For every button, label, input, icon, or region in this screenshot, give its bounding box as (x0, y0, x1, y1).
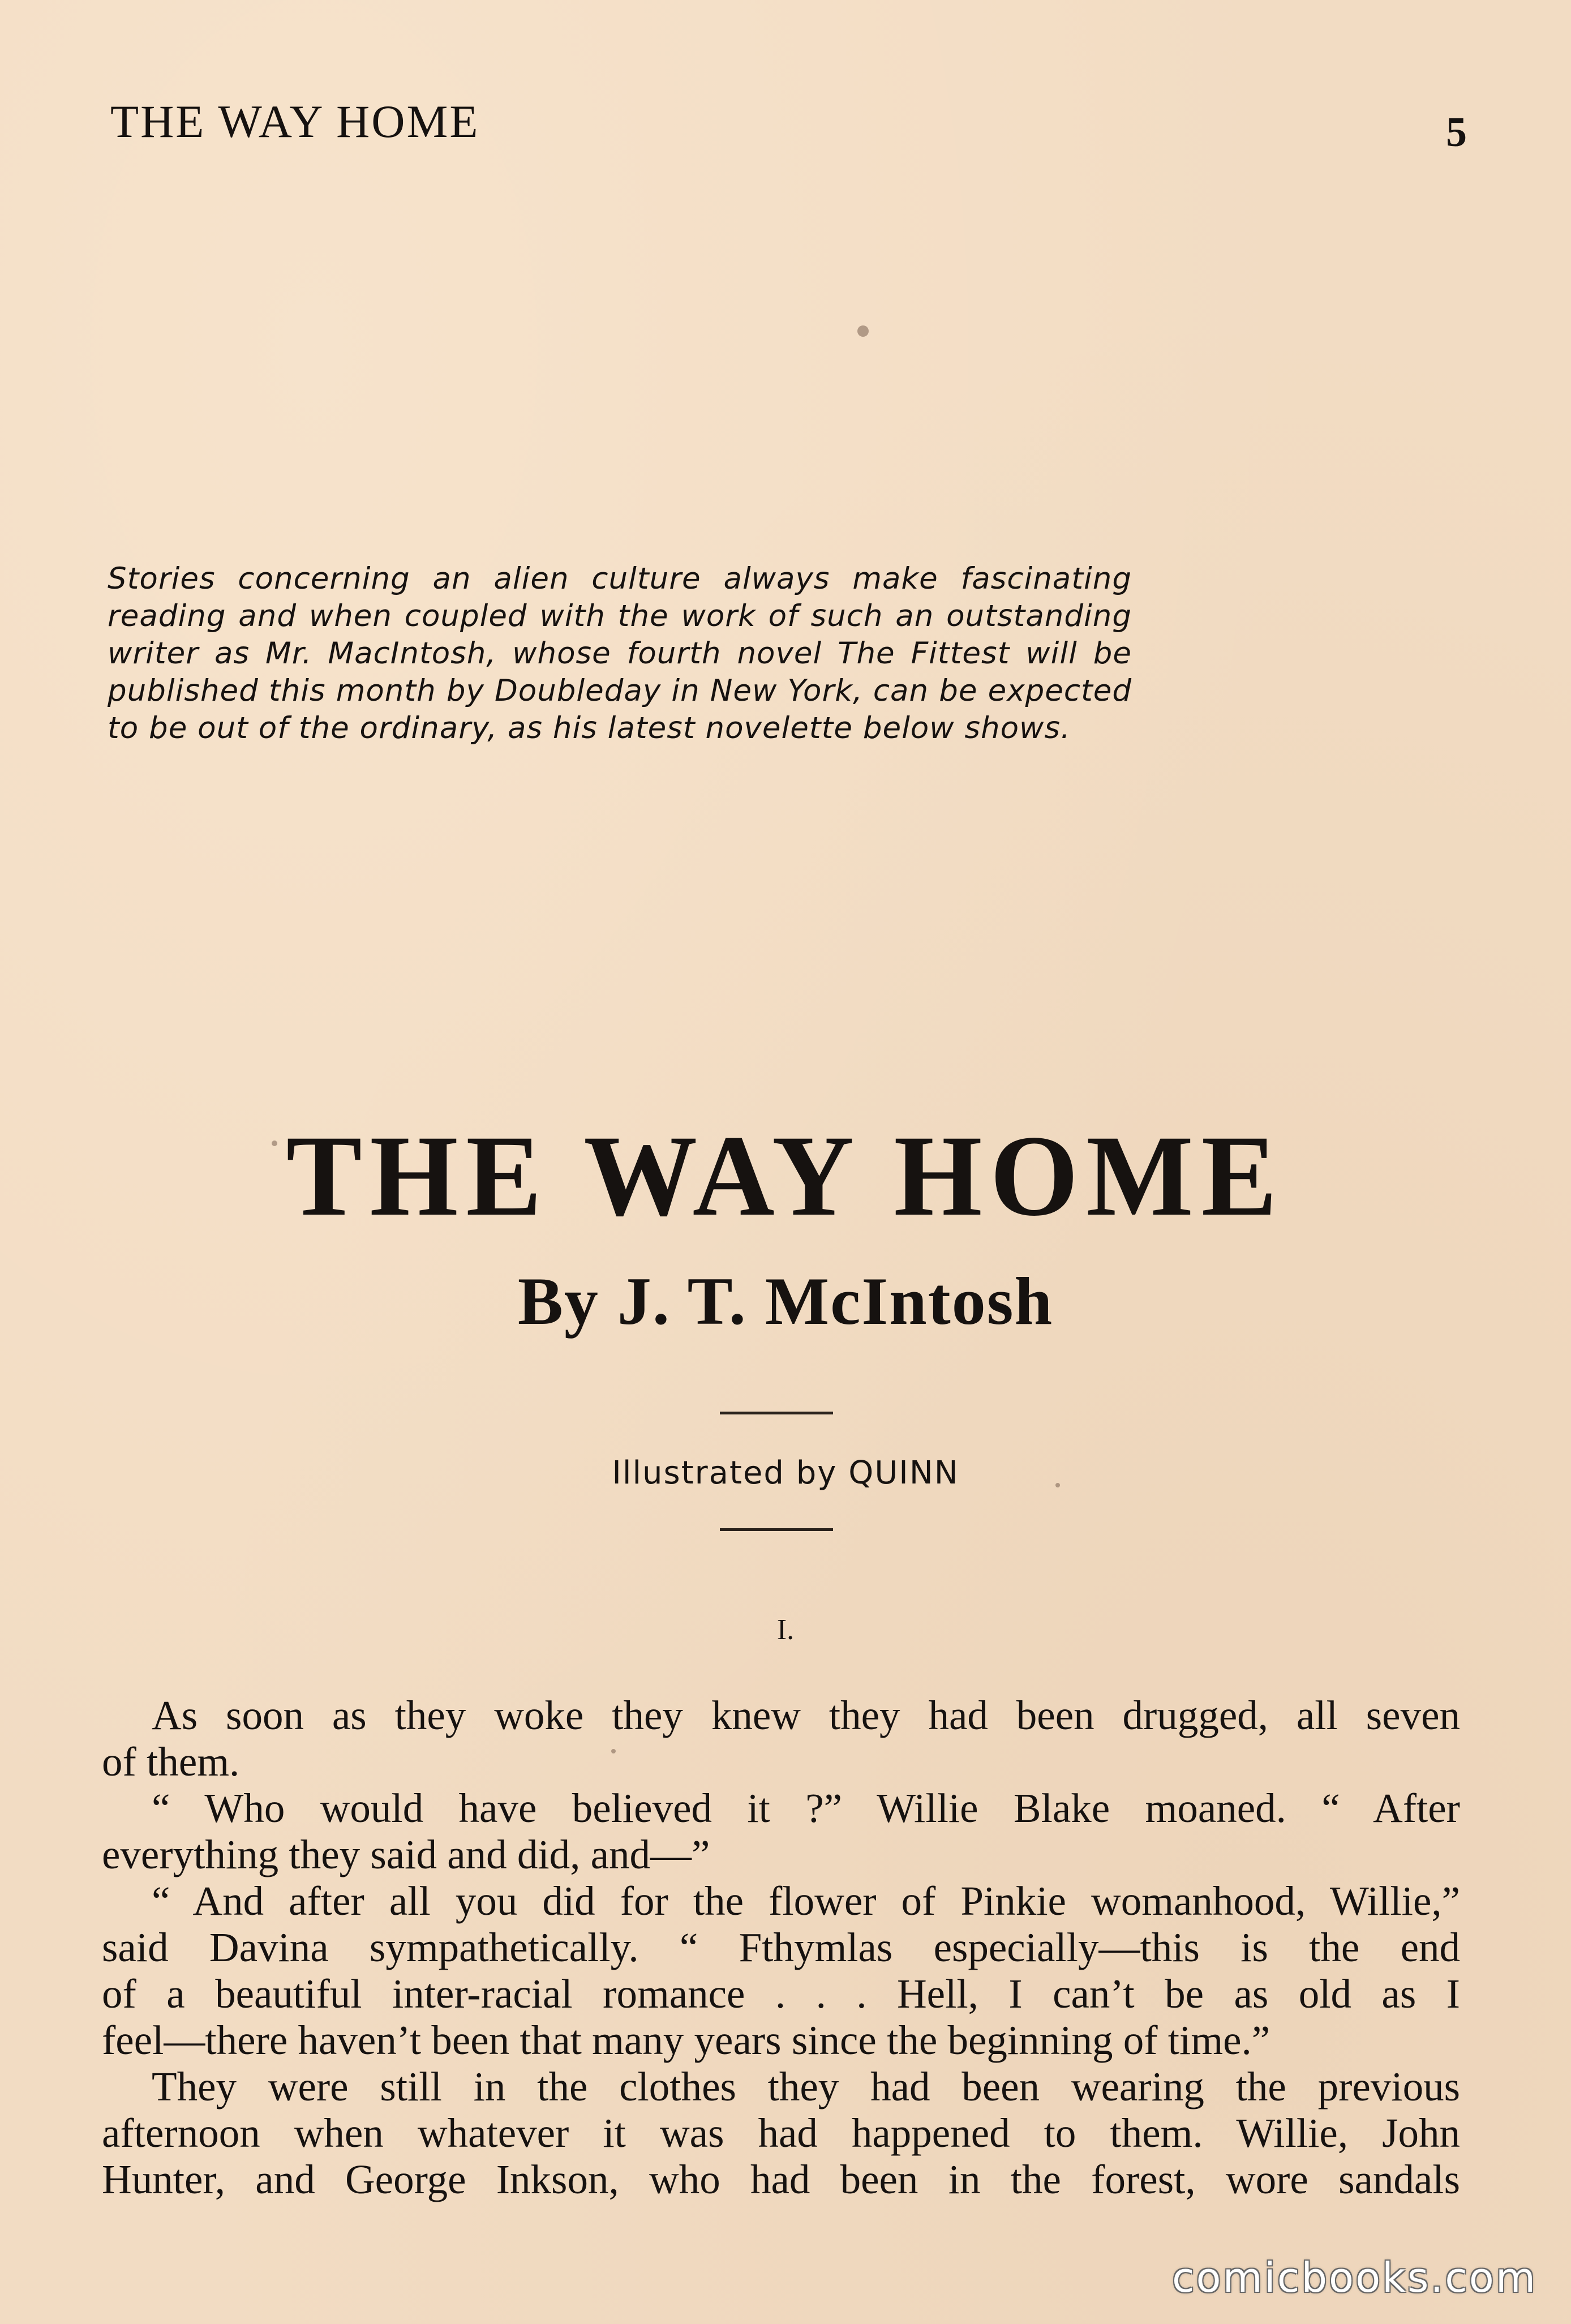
body-line: They were still in the clothes they had been wearing the previous (152, 2064, 1460, 2109)
story-body (102, 1692, 1460, 2203)
body-line: As soon as they woke they knew they had been drugged, all seven (152, 1692, 1460, 1738)
page-number: 5 (1446, 109, 1467, 156)
body-line: of a beautiful inter-racial romance . . . Hell, I can’t be as old as I (102, 1971, 1460, 2017)
body-line: everything they said and did, and—” (102, 1832, 710, 1877)
section-number: I. (776, 1614, 795, 1646)
body-line: Hunter, and George Inkson, who had been in the forest, wore sandals (102, 2156, 1460, 2202)
illustrator-credit: Illustrated by QUINN (612, 1455, 959, 1491)
body-line: said Davina sympathetically. “ Fthymlas especially—this is the end (102, 1924, 1460, 1970)
divider-rule-top (720, 1412, 833, 1414)
paper-speck (272, 1140, 277, 1146)
intro-blurb: Stories concerning an alien culture always make fascinating reading and when coupled with the work of such an outstanding writer as Mr. MacIntosh, whose fourth novel The Fittest will be published this month by Doubleday in New York, can be expected to be out of the ordinary, as his latest novelette below shows. (108, 561, 1132, 745)
running-head-title: THE WAY HOME (110, 96, 480, 147)
watermark: comicbooks.com (1171, 2254, 1537, 2301)
body-line: of them. (102, 1739, 240, 1785)
body-line: “ Who would have believed it ?” Willie Blake moaned. “ After (152, 1785, 1460, 1831)
story-byline: By J. T. McIntosh (517, 1263, 1054, 1339)
paper-speck (857, 325, 869, 337)
body-line: “ And after all you did for the flower of Pinkie womanhood, Willie,” (152, 1878, 1460, 1924)
paper-speck (1055, 1483, 1060, 1487)
body-line: feel—there haven’t been that many years since the beginning of time.” (102, 2017, 1270, 2063)
paper-speck (611, 1749, 616, 1753)
body-line: afternoon when whatever it was had happened to them. Willie, John (102, 2110, 1460, 2156)
story-title: THE WAY HOME (286, 1112, 1285, 1240)
divider-rule-bottom (720, 1528, 833, 1531)
